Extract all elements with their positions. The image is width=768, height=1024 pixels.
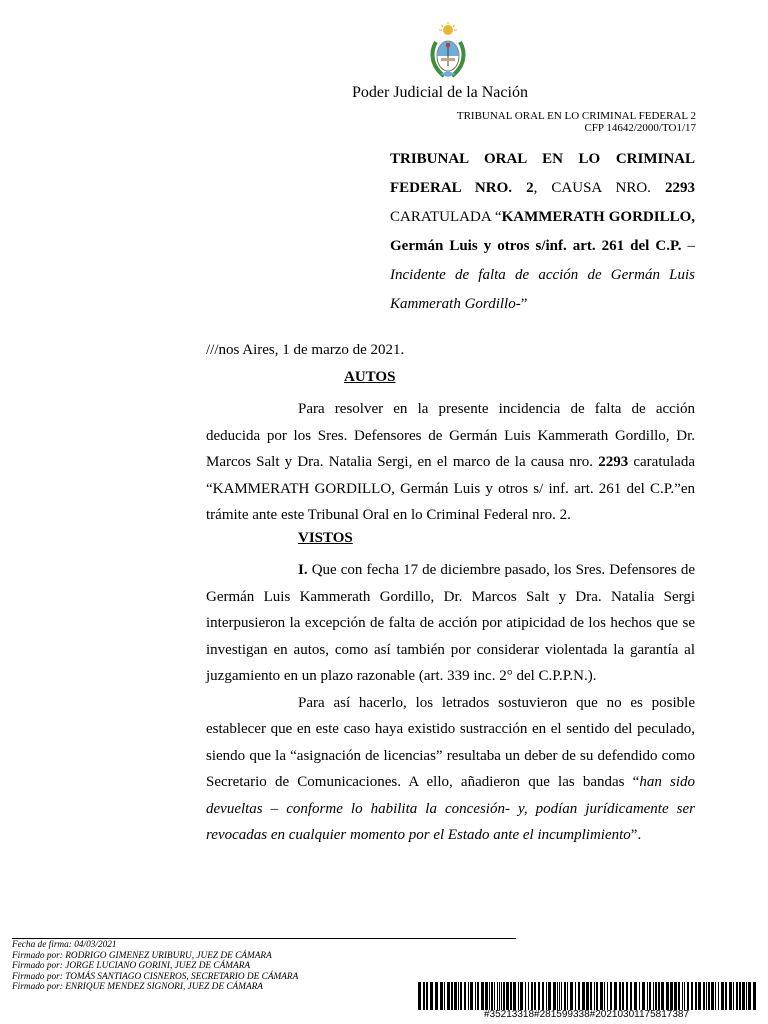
barcode-bar bbox=[691, 982, 693, 1010]
barcode-bar bbox=[622, 982, 624, 1010]
case-reference: CFP 14642/2000/TO1/17 bbox=[584, 122, 696, 134]
vistos-heading: VISTOS bbox=[298, 530, 353, 546]
barcode-bar bbox=[470, 982, 473, 1010]
vistos-text-2c: ”. bbox=[630, 827, 642, 843]
barcode-bar bbox=[630, 982, 632, 1010]
barcode-bar bbox=[440, 982, 443, 1010]
barcode-bar bbox=[586, 982, 589, 1010]
barcode-bar bbox=[753, 982, 756, 1010]
barcode-bar bbox=[596, 982, 598, 1010]
vistos-numeral: I. bbox=[298, 562, 308, 578]
autos-text-c: caratulada “KAMMERATH GORDILLO, Germán Luis y otros s/ inf. art. 261 del C.P.”en trámite ante este Tribunal Oral en lo Criminal Federal nro. 2. bbox=[206, 454, 695, 523]
barcode-bar bbox=[582, 982, 585, 1010]
vistos-section bbox=[206, 557, 695, 849]
barcode-bar bbox=[561, 982, 562, 1010]
barcode-bar bbox=[590, 982, 592, 1010]
vistos-quote: han sido devueltas – conforme lo habilita la concesión- y, podían jurídicamente ser revocadas en cualquier momento por el Estado ante el incumplimiento bbox=[206, 774, 695, 843]
barcode-bar bbox=[604, 982, 605, 1010]
signer-line: Firmado por: ENRIQUE MENDEZ SIGNORI, JUEZ DE CÁMARA bbox=[12, 982, 263, 993]
signature-block bbox=[12, 940, 298, 993]
barcode-bar bbox=[451, 982, 453, 1010]
barcode-bar bbox=[520, 982, 523, 1010]
barcode-bar bbox=[503, 982, 505, 1010]
barcode-bar bbox=[639, 982, 640, 1010]
autos-heading: AUTOS bbox=[344, 369, 396, 385]
barcode-bar bbox=[739, 982, 741, 1010]
barcode-bar bbox=[607, 982, 608, 1010]
barcode-bar bbox=[658, 982, 660, 1010]
tribunal-line: TRIBUNAL ORAL EN LO CRIMINAL FEDERAL 2 bbox=[456, 110, 696, 122]
autos-section bbox=[206, 396, 695, 529]
barcode-bar bbox=[510, 982, 512, 1010]
barcode-bar bbox=[718, 982, 719, 1010]
barcode-bar bbox=[626, 982, 628, 1010]
caption-caratulada: CARATULADA “ bbox=[390, 209, 502, 225]
barcode-bar bbox=[653, 982, 654, 1010]
signer-line: Firmado por: JORGE LUCIANO GORINI, JUEZ DE CÁMARA bbox=[12, 961, 251, 972]
signature-divider bbox=[12, 938, 516, 939]
barcode-bar bbox=[542, 982, 544, 1010]
autos-text-a: Para resolver en la presente incidencia de falta de acción deducida por los Sres. Defensores de Germán Luis Kammerath Gordillo, Dr. Marcos Salt y Dra. Natalia Sergi, en el marco de la causa nro. bbox=[206, 401, 695, 470]
barcode-bar bbox=[494, 982, 495, 1010]
barcode-bar bbox=[475, 982, 476, 1010]
barcode-bar bbox=[736, 982, 738, 1010]
barcode-bar bbox=[578, 982, 580, 1010]
barcode-bar bbox=[501, 982, 502, 1010]
barcode-bar bbox=[661, 982, 664, 1010]
vistos-text-1: Que con fecha 17 de diciembre pasado, los Sres. Defensores de Germán Luis Kammerath Gordillo, Dr. Marcos Salt y Dra. Natalia Sergi interpusieron la excepción de falta de acción por atipicidad de los hechos que se investigan en autos, como así también por considerar violentada la garantía al juzgamiento en un plazo razonable (art. 339 inc. 2° del C.P.P.N.). bbox=[206, 562, 695, 684]
barcode-bar bbox=[567, 982, 568, 1010]
barcode-bar bbox=[649, 982, 651, 1010]
barcode-bar bbox=[553, 982, 556, 1010]
coat-of-arms-seal bbox=[428, 22, 468, 80]
barcode-bar bbox=[454, 982, 457, 1010]
barcode-bar bbox=[725, 982, 727, 1010]
barcode-bar bbox=[468, 982, 469, 1010]
barcode-number: #35213318#281599338#20210301175817387 bbox=[484, 1009, 690, 1020]
barcode-bar bbox=[534, 982, 536, 1010]
caption-case-number: 2293 bbox=[665, 180, 696, 196]
barcode-bar bbox=[458, 982, 459, 1010]
barcode-bar bbox=[464, 982, 466, 1010]
signer-line: Firmado por: RODRIGO GIMENEZ URIBURU, JUEZ DE CÁMARA bbox=[12, 950, 272, 961]
dateline: ///nos Aires, 1 de marzo de 2021. bbox=[206, 342, 405, 358]
barcode-bar bbox=[610, 982, 612, 1010]
barcode-bar bbox=[711, 982, 714, 1010]
barcode-bar bbox=[513, 982, 516, 1010]
barcode-bar bbox=[546, 982, 547, 1010]
barcode-bar bbox=[485, 982, 488, 1010]
vistos-paragraph-1 bbox=[206, 557, 695, 690]
barcode-bar bbox=[687, 982, 689, 1010]
barcode-bar bbox=[619, 982, 621, 1010]
barcode-bar bbox=[559, 982, 560, 1010]
barcode-bar bbox=[444, 982, 445, 1010]
barcode-bar bbox=[525, 982, 526, 1010]
barcode-bar bbox=[423, 982, 425, 1010]
barcode-bar bbox=[548, 982, 551, 1010]
barcode-bar bbox=[491, 982, 493, 1010]
caption-causa-label: , CAUSA NRO. bbox=[533, 180, 666, 196]
caption-close-quote: ” bbox=[520, 296, 528, 312]
barcode-bar bbox=[721, 982, 724, 1010]
barcode-bar bbox=[481, 982, 484, 1010]
barcode-bar bbox=[477, 982, 479, 1010]
court-subheader bbox=[457, 110, 696, 134]
barcode-bar bbox=[715, 982, 716, 1010]
barcode-bar bbox=[746, 982, 747, 1010]
barcode-bar bbox=[600, 982, 603, 1010]
barcode-bar bbox=[531, 982, 533, 1010]
barcode-bar bbox=[570, 982, 573, 1010]
barcode-bar bbox=[678, 982, 680, 1010]
vistos-paragraph-2 bbox=[206, 690, 695, 849]
barcode-bar bbox=[557, 982, 558, 1010]
caption-case-title: KAMMERATH GORDILLO, Germán Luis y otros s/inf. art. 261 del C.P. bbox=[390, 209, 695, 254]
barcode-bar bbox=[642, 982, 645, 1010]
barcode-bar bbox=[497, 982, 498, 1010]
barcode-bar bbox=[647, 982, 648, 1010]
barcode bbox=[418, 982, 758, 1010]
barcode-bar bbox=[674, 982, 677, 1010]
barcode-bar bbox=[634, 982, 637, 1010]
barcode-bar bbox=[499, 982, 500, 1010]
signer-line: Firmado por: TOMÁS SANTIAGO CISNEROS, SECRETARIO DE CÁMARA bbox=[12, 971, 299, 982]
barcode-bar bbox=[447, 982, 450, 1010]
barcode-bar bbox=[706, 982, 707, 1010]
barcode-bar bbox=[460, 982, 462, 1010]
barcode-bar bbox=[748, 982, 751, 1010]
vistos-text-2a: Para así hacerlo, los letrados sostuvieron que no es posible establecer que en este caso haya existido sustracción en el sentido del peculado, siendo que la “asignación de licencias” resultaba un deber de su defendido como Secretario de Comunicaciones. A ello, añadieron que las bandas “ bbox=[206, 694, 695, 790]
barcode-bar bbox=[729, 982, 732, 1010]
barcode-bar bbox=[684, 982, 685, 1010]
barcode-bar bbox=[655, 982, 657, 1010]
barcode-bar bbox=[682, 982, 683, 1010]
case-caption bbox=[390, 145, 695, 319]
autos-case-number: 2293 bbox=[598, 454, 629, 470]
barcode-bar bbox=[528, 982, 529, 1010]
barcode-bar bbox=[742, 982, 745, 1010]
barcode-bar bbox=[430, 982, 433, 1010]
court-name: Poder Judicial de la Nación bbox=[352, 84, 528, 101]
barcode-bar bbox=[666, 982, 669, 1010]
barcode-bar bbox=[426, 982, 428, 1010]
barcode-bar bbox=[733, 982, 734, 1010]
barcode-bar bbox=[575, 982, 576, 1010]
signature-date: Fecha de firma: 04/03/2021 bbox=[12, 940, 117, 950]
barcode-bar bbox=[695, 982, 697, 1010]
barcode-bar bbox=[564, 982, 566, 1010]
autos-paragraph bbox=[206, 396, 695, 529]
barcode-bar bbox=[489, 982, 490, 1010]
barcode-bar bbox=[614, 982, 617, 1010]
barcode-bar bbox=[594, 982, 595, 1010]
barcode-bar bbox=[670, 982, 673, 1010]
caption-incident: –Incidente de falta de acción de Germán Luis Kammerath Gordillo- bbox=[390, 238, 696, 312]
barcode-bar bbox=[435, 982, 438, 1010]
barcode-bar bbox=[518, 982, 519, 1010]
caption-tribunal: TRIBUNAL ORAL EN LO CRIMINAL FEDERAL NRO. 2 bbox=[390, 151, 695, 196]
barcode-bar bbox=[538, 982, 540, 1010]
barcode-bar bbox=[506, 982, 509, 1010]
barcode-bar bbox=[703, 982, 705, 1010]
barcode-bar bbox=[418, 982, 421, 1010]
barcode-bar bbox=[698, 982, 701, 1010]
barcode-bar bbox=[708, 982, 710, 1010]
